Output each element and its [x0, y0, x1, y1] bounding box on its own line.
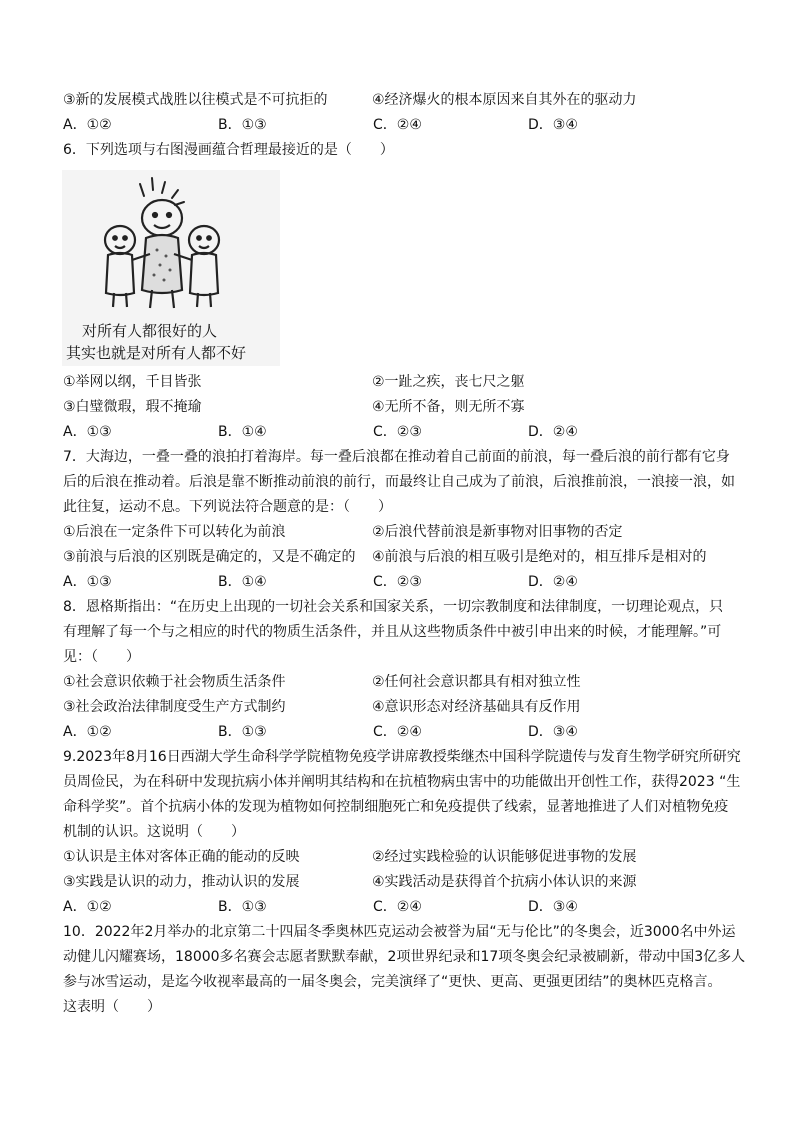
q7-option-2: ②后浪代替前浪是新事物对旧事物的否定 [372, 524, 623, 540]
q7-option-3: ③前浪与后浪的区别既是确定的，又是不确定的 [63, 549, 356, 565]
choice-a: A．①③ [63, 424, 112, 440]
q9-choices [63, 897, 743, 917]
q5-choices [63, 115, 743, 135]
choice-d: D．③④ [528, 724, 578, 740]
choice-b: B．①③ [218, 724, 267, 740]
choice-a: A．①③ [63, 574, 112, 590]
choice-d: D．③④ [528, 899, 578, 915]
choice-c: C．②③ [373, 424, 422, 440]
q8-option-2: ②任何社会意识都具有相对独立性 [372, 674, 581, 690]
q10-stem-line-3: 参与冰雪运动，是迄今收视率最高的一届冬奥会，完美演绎了“更快、更高、更强更团结”的奥林匹克格言。 [63, 974, 722, 990]
q10-stem-line-1: 10．2022年2月举办的北京第二十四届冬季奥林匹克运动会被誉为届“无与伦比”的冬奥会，近3000名中外运 [63, 924, 736, 940]
q9-option-3: ③实践是认识的动力，推动认识的发展 [63, 874, 300, 890]
cartoon-image [62, 170, 280, 366]
choice-c: C．②③ [373, 574, 422, 590]
q6-option-4: ④无所不备，则无所不寡 [372, 399, 525, 415]
q7-option-1: ①后浪在一定条件下可以转化为前浪 [63, 524, 286, 540]
q8-stem-line-2: 有理解了每一个与之相应的时代的物质生活条件，并且从这些物质条件中被引申出来的时候，才能理解。”可 [63, 624, 722, 640]
q9-option-4: ④实践活动是获得首个抗病小体认识的来源 [372, 874, 637, 890]
q9-stem-line-4: 机制的认识。这说明（ ） [63, 824, 245, 840]
q7-stem-line-3: 此往复，运动不息。下列说法符合题意的是：（ ） [63, 499, 392, 515]
q8-choices [63, 722, 743, 742]
q7-stem-line-2: 后的后浪在推动着。后浪是靠不断推动前浪的前行，而最终让自己成为了前浪，后浪推前浪，一浪接一浪，如 [63, 474, 735, 490]
cartoon-illustration [62, 170, 280, 366]
choice-a: A．①② [63, 899, 112, 915]
q6-choices [63, 422, 743, 442]
cartoon-caption-2: 其实也就是对所有人都不好 [66, 344, 247, 362]
q9-stem-line-2: 员周俭民，为在科研中发现抗病小体并阐明其结构和在抗植物病虫害中的功能做出开创性工作，获得2023 “生 [63, 774, 741, 790]
choice-b: B．①③ [218, 899, 267, 915]
choice-c: C．②④ [373, 117, 422, 133]
q8-stem-line-1: 8．恩格斯指出：“在历史上出现的一切社会关系和国家关系，一切宗教制度和法律制度，一切理论观点，只 [63, 599, 724, 615]
choice-d: D．③④ [528, 117, 578, 133]
q8-option-1: ①社会意识依赖于社会物质生活条件 [63, 674, 286, 690]
q5-option-3: ③新的发展模式战胜以往模式是不可抗拒的 [63, 92, 328, 108]
q10-stem-line-2: 动健儿闪耀赛场，18000多名赛会志愿者默默奉献，2项世界纪录和17项冬奥会纪录被刷新，带动中国3亿多人 [63, 949, 746, 965]
q8-stem-line-3: 见：（ ） [63, 649, 140, 665]
choice-c: C．②④ [373, 724, 422, 740]
choice-b: B．①④ [218, 574, 267, 590]
q7-option-4: ④前浪与后浪的相互吸引是绝对的，相互排斥是相对的 [372, 549, 707, 565]
q7-choices [63, 572, 743, 592]
q6-option-1: ①举网以纲，千目皆张 [63, 374, 202, 390]
choice-a: A．①② [63, 117, 112, 133]
q8-option-3: ③社会政治法律制度受生产方式制约 [63, 699, 286, 715]
q6-option-3: ③白璧微瑕，瑕不掩瑜 [63, 399, 202, 415]
choice-c: C．②④ [373, 899, 422, 915]
choice-d: D．②④ [528, 424, 578, 440]
q6-option-2: ②一趾之疾，丧七尺之躯 [372, 374, 525, 390]
choice-b: B．①④ [218, 424, 267, 440]
cartoon-caption-1: 对所有人都很好的人 [82, 322, 218, 340]
q9-option-1: ①认识是主体对客体正确的能动的反映 [63, 849, 300, 865]
choice-b: B．①③ [218, 117, 267, 133]
q8-option-4: ④意识形态对经济基础具有反作用 [372, 699, 581, 715]
q10-stem-line-4: 这表明（ ） [63, 999, 161, 1015]
q6-stem: 6．下列选项与右图漫画蕴合哲理最接近的是（ ） [63, 142, 394, 158]
q7-stem-line-1: 7．大海边，一叠一叠的浪拍打着海岸。每一叠后浪都在推动着自己前面的前浪，每一叠后浪的前行都有它身 [63, 449, 730, 465]
q9-stem-line-3: 命科学奖”。首个抗病小体的发现为植物如何控制细胞死亡和免疫提供了线索，显著地推进了人们对植物免疫 [63, 799, 729, 815]
q9-option-2: ②经过实践检验的认识能够促进事物的发展 [372, 849, 637, 865]
q5-option-4: ④经济爆火的根本原因来自其外在的驱动力 [372, 92, 637, 108]
q9-stem-line-1: 9.2023年8月16日西湖大学生命科学学院植物免疫学讲席教授柴继杰中国科学院遗传与发育生物学研究所研究 [63, 749, 741, 765]
choice-d: D．②④ [528, 574, 578, 590]
choice-a: A．①② [63, 724, 112, 740]
